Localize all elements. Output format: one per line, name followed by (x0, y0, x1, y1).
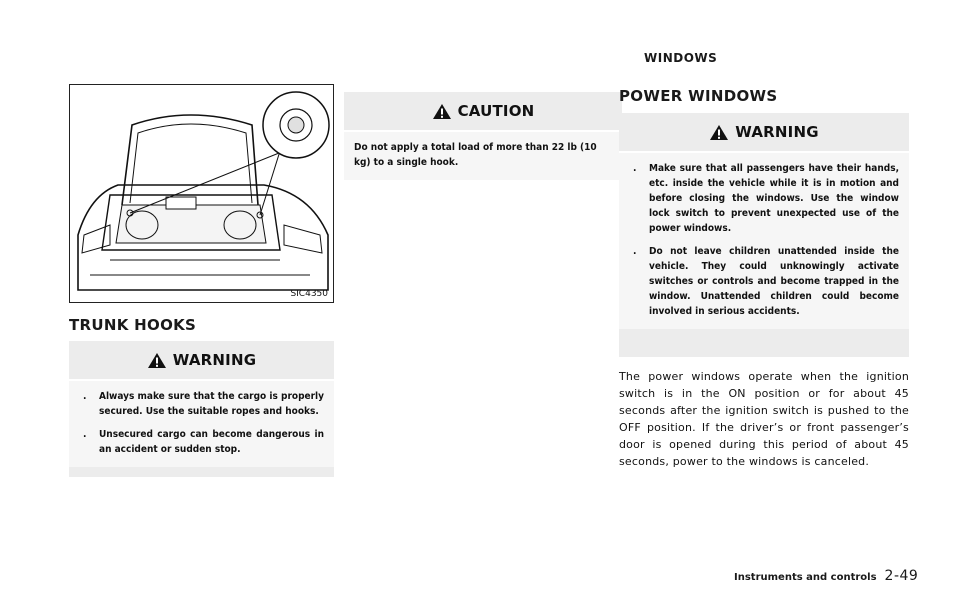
caution-body (344, 130, 622, 180)
caution-label: CAUTION (457, 102, 535, 120)
caution-box (344, 92, 622, 177)
windows-heading: WINDOWS (644, 51, 718, 65)
warning-body (69, 379, 334, 467)
trunk-hooks-warning-box (69, 341, 334, 477)
page-number: 2-49 (884, 568, 919, 584)
caution-header (344, 92, 622, 130)
warning-item: . Unsecured cargo can become dangerous in an accident or sudden stop. (83, 429, 324, 455)
warning-label: WARNING (735, 123, 819, 141)
warning-item: . Always make sure that the cargo is properly secured. Use the suitable ropes and hooks. (83, 391, 324, 417)
warning-triangle-icon (709, 124, 729, 141)
warning-body (619, 151, 909, 329)
trunk-hooks-title: TRUNK HOOKS (69, 316, 197, 334)
figure-code: SIC4350 (290, 289, 328, 299)
warning-triangle-icon (432, 103, 452, 120)
bullet-dot: . (83, 429, 87, 440)
trunk-hooks-figure (69, 84, 334, 303)
bullet-dot: . (633, 246, 637, 257)
caution-text: Do not apply a total load of more than 22 lb (10 kg) to a single hook. (354, 142, 597, 168)
power-windows-warning-box (619, 113, 909, 357)
warning-item: . Make sure that all passengers have their hands, etc. inside the vehicle while it is in motion and before closing the windows. Use the window lock switch to prevent unexpected use of the power windows. (633, 163, 899, 234)
bullet-dot: . (633, 163, 637, 174)
bullet-dot: . (83, 391, 87, 402)
warning-label: WARNING (172, 351, 257, 369)
power-windows-title: POWER WINDOWS (619, 87, 778, 105)
warning-header (619, 113, 909, 151)
power-windows-paragraph: The power windows operate when the ignition switch is in the ON position or for about 45 seconds after the ignition switch is pushed to the OFF position. If the driver’s or front passenger’s door is opened during this period of about 45 seconds, power to the windows is canceled. (619, 370, 909, 468)
warning-triangle-icon (147, 352, 167, 369)
page-footer (734, 565, 919, 584)
warning-item: . Do not leave children unattended inside the vehicle. They could unknowingly activate switches or controls and become trapped in the window. Unattended children could become involved in serious accidents. (633, 246, 899, 317)
footer-section-label: Instruments and controls (734, 572, 877, 583)
trunk-illustration (70, 85, 333, 302)
warning-header (69, 341, 334, 379)
